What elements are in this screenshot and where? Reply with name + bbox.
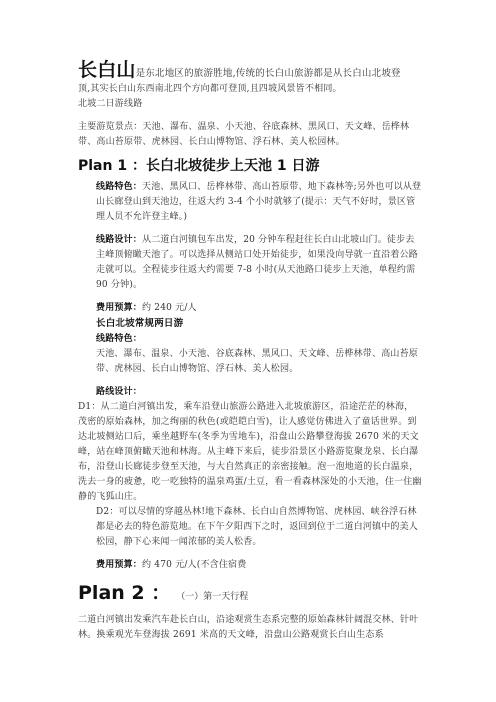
plan1-heading: Plan 1 ：长白北坡徒步上天池 1 日游	[78, 158, 320, 174]
plan2-heading: Plan 2 ：	[78, 582, 171, 604]
plan1b-cost	[78, 558, 422, 573]
sights-paragraph	[78, 120, 422, 150]
intro-line-3: 北坡二日游线路	[78, 99, 143, 109]
main-title: 长白山	[78, 59, 136, 81]
plan2-subheading: （一）第一天行程	[176, 592, 249, 602]
plan1b-feature-label	[78, 332, 422, 347]
plan1-design-text: 从二道白河镇包车出发，20 分钟车程赶往长白山北坡山门。徒步去主峰顶俯瞰天池了。可以选择从侧站口处开始徒步，如果没向导就一直沿着公路走就可以。全程徒步往返大约需要 7-8 小时(从天池路口徒步上天池，单程约需 90 分钟)。	[96, 235, 419, 290]
plan1b-feature-text: 天池、瀑布、温泉、小天池、谷底森林、黑风口、天文峰、岳桦林带、高山苔原带、虎林园、长白山博物馆、浮石林、美人松园。	[96, 349, 419, 374]
plan1-design-label: 线路设计：	[96, 235, 143, 245]
sights-label: 主要游览景点：	[78, 122, 143, 132]
plan2-text: 二道白河镇出发乘汽车赴长白山，沿途观赏生态系完整的原始森林针阔混交林、针叶林。换乘观光车登海拔 2691 米高的天文峰，沿盘山公路观赏长白山生态系	[78, 615, 419, 640]
plan1-cost	[78, 301, 422, 316]
plan1b-design-label	[78, 385, 422, 400]
plan1b-design-label-text: 路线设计：	[96, 387, 143, 397]
plan1b-cost-label: 费用预算：	[96, 560, 143, 570]
plan1-design	[78, 233, 422, 293]
plan1-feature	[78, 180, 422, 225]
plan1-cost-label: 费用预算：	[96, 303, 143, 313]
plan1b-feature-label-text: 线路特色：	[96, 334, 143, 344]
plan1b-day1: D1：从二道白河镇出发，乘车沿登山旅游公路进入北坡旅游区，沿途茫茫的林海，茂密的原始森林，加之绚丽的秋色(或皑皑白雪)，让人感觉仿佛进入了童话世界。到达北坡侧站口后，乘坐越野车(冬季为雪地车)，沿盘山公路攀登海拔 2670 米的天文峰，站在峰顶俯瞰天池和林海。从主峰下来后，徒步沿景区小路游览聚龙泉、长白瀑布，沿登山长廊徒步登至天池，与大自然真正的亲密接触。泡一泡地道的长白温泉，洗去一身的疲惫，吃一吃独特的温泉鸡蛋/土豆，看一看森林深处的小天池，住一住幽静的飞狐山庄。	[78, 402, 422, 502]
intro-line-2: 顶,其实长白山东西南北四个方向都可登顶,且四坡风景皆不相同。	[78, 84, 342, 94]
plan1-cost-text: 约 240 元/人	[142, 303, 197, 313]
plan1b-day2: D2：可以尽情的穿越丛林!地下森林、长白山自然博物馆、虎林园、峡谷浮石林都是必去的特色游览地。在下午夕阳西下之时，返回到位于二道白河镇中的美人松园，静下心来闻一闻浓郁的美人松香。	[96, 507, 419, 547]
plan1b-heading: 长白北坡常规两日游	[96, 318, 184, 329]
sights-text: 天池、瀑布、温泉、小天池、谷底森林、黑风口、天文峰、岳桦林带、高山苔原带、虎林园、长白山博物馆、浮石林、美人松园林。	[78, 122, 410, 147]
plan1-feature-label: 线路特色：	[96, 182, 143, 192]
intro-paragraph	[78, 59, 422, 82]
intro-line-1: 是东北地区的旅游胜地,传统的长白山旅游都是从长白山北坡登	[135, 68, 401, 79]
plan2-heading-row	[78, 581, 422, 609]
plan1b-cost-text: 约 470 元/人(不含住宿费	[142, 560, 247, 570]
plan1-feature-text: 天池、黑风口、岳桦林带、高山苔原带、地下森林等;另外也可以从登山长廊登山到天池边，往返大约 3-4 个小时就够了(提示：天气不好时，景区管理人员不允许登主峰。)	[96, 182, 422, 222]
